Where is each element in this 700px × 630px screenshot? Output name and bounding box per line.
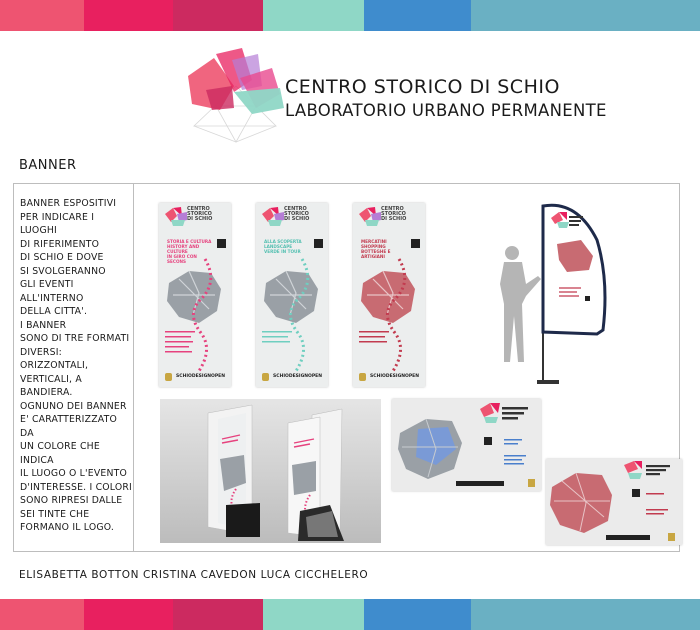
category-icon	[217, 239, 226, 248]
stripe-segment	[173, 599, 263, 630]
vertical-banner-shopping	[353, 203, 425, 387]
bottom-color-stripe	[0, 599, 700, 630]
column-divider	[133, 183, 134, 552]
authors-credit: ELISABETTA BOTTON CRISTINA CAVEDON LUCA CICCHELERO	[19, 569, 369, 581]
stripe-segment	[173, 0, 263, 31]
person-silhouette-icon	[496, 244, 542, 366]
vertical-banner-history	[159, 203, 231, 387]
city-map-icon	[353, 253, 425, 373]
stripe-segment	[364, 599, 471, 630]
vertical-banner-landscape	[256, 203, 328, 387]
horizontal-banner-red	[546, 459, 682, 545]
centro-storico-logo-icon	[176, 46, 296, 146]
top-color-stripe	[0, 0, 700, 31]
banner-footer: SCHIODESIGNOPEN	[176, 374, 225, 379]
city-map-icon	[256, 253, 328, 373]
stripe-segment	[263, 599, 364, 630]
banner-display-photo	[160, 399, 381, 543]
horizontal-banner-artwork-icon	[392, 399, 541, 491]
section-title: BANNER	[19, 158, 77, 173]
banner-logo-icon	[260, 206, 286, 232]
stripe-segment	[84, 0, 173, 31]
banner-brand: CENTRO STORICO DI SCHIO	[381, 206, 407, 223]
header-title: CENTRO STORICO DI SCHIO	[285, 76, 560, 98]
banner-brand: CENTRO STORICO DI SCHIO	[284, 206, 310, 223]
banner-logo-icon	[357, 206, 383, 232]
category-icon	[314, 239, 323, 248]
banner-footer: SCHIODESIGNOPEN	[370, 374, 419, 379]
banner-tagline: ALLA SCOPERTA LANDSCAPE VERDE IN TOUR	[264, 239, 302, 254]
banner-footer: SCHIODESIGNOPEN	[273, 374, 322, 379]
category-icon	[411, 239, 420, 248]
city-map-icon	[159, 253, 231, 373]
banner-display-render-icon	[160, 399, 381, 543]
stripe-segment	[84, 599, 173, 630]
section-description: BANNER ESPOSITIVI PER INDICARE I LUOGHI DI RIFERIMENTO DI SCHIO E DOVE SI SVOLGERANNO GLI EVENTI ALL'INTERNO DELLA CITTA'. I BANNER SONO DI TRE FORMATI DIVERSI: ORIZZONTALI, VERTICALI, A BANDIERA. OGNUNO DEI BANNER E' CARATTERIZZATO DA UN COLORE CHE INDICA IL LUOGO O L'EVENTO D'INTERESSE. I COLORI SONO RIPRESI DALLE SEI TINTE CHE FORMANO IL LOGO.	[20, 198, 132, 533]
stripe-segment	[471, 0, 700, 31]
banner-brand: CENTRO STORICO DI SCHIO	[187, 206, 213, 223]
banner-tagline: STORIA E CULTURA HISTORY AND CULTURE IN GIRO CON SECONS	[167, 239, 212, 264]
banner-logo-icon	[163, 206, 189, 232]
stripe-segment	[0, 599, 84, 630]
flag-banner	[537, 200, 617, 390]
stripe-segment	[364, 0, 471, 31]
stripe-segment	[471, 599, 700, 630]
banner-tagline: MERCATINI SHOPPING BOTTEGHE E ARTIGIANI	[361, 239, 391, 259]
header-subtitle: LABORATORIO URBANO PERMANENTE	[285, 101, 607, 120]
horizontal-banner-artwork-icon	[546, 459, 682, 545]
horizontal-banner-blue	[392, 399, 541, 491]
stripe-segment	[263, 0, 364, 31]
stripe-segment	[0, 0, 84, 31]
